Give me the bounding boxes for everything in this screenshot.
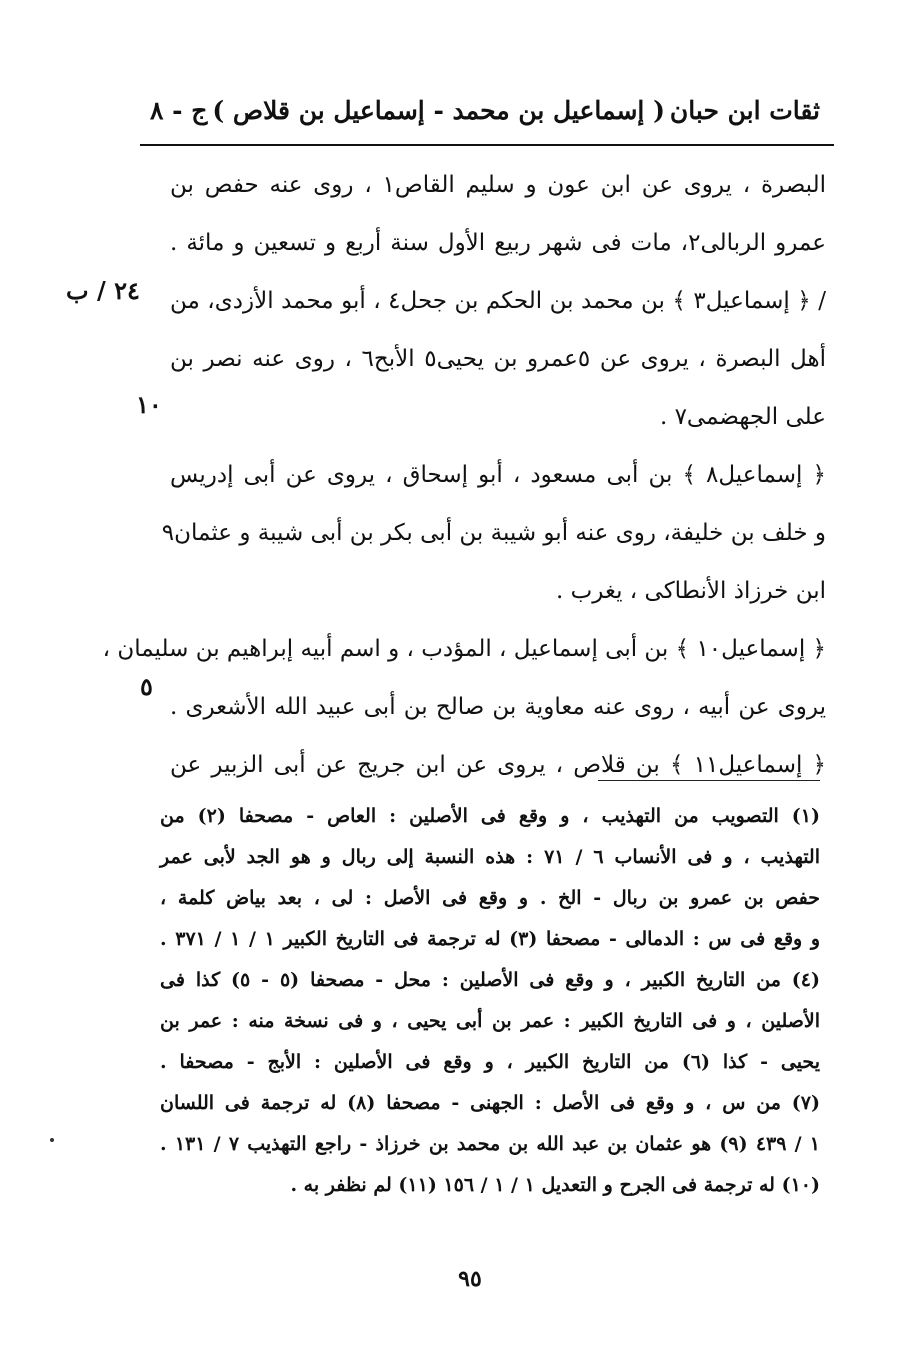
line-number-10: ١٠	[136, 390, 162, 419]
text-line: ابن خرزاذ الأنطاكى ، يغرب .	[556, 578, 826, 604]
text-line: البصرة ، يروى عن ابن عون و سليم القاص١ ، روى عنه حفص بن	[170, 172, 826, 198]
footnote-line: حفص بن عمرو بن ربال - الخ . و وقع فى الأصل : لى ، بعد بياض كلمة ،	[160, 887, 820, 909]
header-book-title: ثقات ابن حبان	[669, 95, 820, 125]
text-line: يروى عن أبيه ، روى عنه معاوية بن صالح بن أبى عبيد الله الأشعرى .	[170, 694, 826, 720]
header-rule	[140, 144, 834, 146]
text-line: أهل البصرة ، يروى عن ٥عمرو بن يحيى٥ الأبح٦ ، روى عنه نصر بن	[170, 346, 826, 372]
text-line: ﴿ إسماعيل١١ ﴾ بن قلاص ، يروى عن ابن جريج عن أبى الزبير عن	[170, 752, 826, 778]
line-number-5: ٥	[140, 672, 153, 701]
footnote-line: يحيى - كذا (٦) من التاريخ الكبير ، و وقع فى الأصلين : الأبج - مصحفا .	[160, 1051, 820, 1073]
text-line: و خلف بن خليفة، روى عنه أبو شيبة بن أبى بكر بن أبى شيبة و عثمان٩	[161, 520, 826, 546]
running-header	[150, 88, 820, 132]
scan-speck	[50, 1138, 54, 1142]
footnote-line: (١) التصويب من التهذيب ، و وقع فى الأصلين : العاص - مصحفا (٢) من	[160, 805, 821, 827]
footnote-line: ١ / ٤٣٩ (٩) هو عثمان بن عبد الله بن محمد بن خرزاذ - راجع التهذيب ٧ / ١٣١ .	[160, 1133, 821, 1155]
footnote-line: (١٠) له ترجمة فى الجرح و التعديل ١ / ١ / ١٥٦ (١١) لم نظفر به .	[290, 1174, 820, 1196]
footnote-line: الأصلين ، و فى التاريخ الكبير : عمر بن أبى يحيى ، و فى نسخة منه : عمر بن	[160, 1010, 820, 1032]
text-line: عمرو الربالى٢، مات فى شهر ربيع الأول سنة أربع و تسعين و مائة .	[170, 230, 826, 256]
text-line: على الجهضمى٧ .	[659, 404, 826, 430]
text-line: ﴿ إسماعيل١٠ ﴾ بن أبى إسماعيل ، المؤدب ، و اسم أبيه إبراهيم بن سليمان ،	[102, 636, 826, 662]
text-line: / ﴿ إسماعيل٣ ﴾ بن محمد بن الحكم بن جحل٤ ، أبو محمد الأزدى، من	[170, 288, 826, 314]
footnote-separator	[598, 780, 820, 781]
header-entry-range: ( إسماعيل بن محمد - إسماعيل بن قلاص )	[212, 95, 665, 125]
page-number: ٩٥	[458, 1266, 482, 1292]
folio-marker: ٢٤ / ب	[66, 276, 140, 305]
footnote-line: التهذيب ، و فى الأنساب ٦ / ٧١ : هذه النسبة إلى ربال و هو الجد لأبى عمر	[160, 846, 820, 868]
footnotes	[160, 796, 820, 1206]
header-volume: ج - ٨	[150, 95, 208, 125]
footnote-line: و وقع فى س : الدمالى - مصحفا (٣) له ترجمة فى التاريخ الكبير ١ / ١ / ٣٧١ .	[160, 928, 821, 950]
footnote-line: (٧) من س ، و وقع فى الأصل : الجهنى - مصحفا (٨) له ترجمة فى اللسان	[160, 1092, 820, 1114]
text-line: ﴿ إسماعيل٨ ﴾ بن أبى مسعود ، أبو إسحاق ، يروى عن أبى إدريس	[170, 462, 826, 488]
footnote-line: (٤) من التاريخ الكبير ، و وقع فى الأصلين : محل - مصحفا (٥ - ٥) كذا فى	[160, 969, 820, 991]
